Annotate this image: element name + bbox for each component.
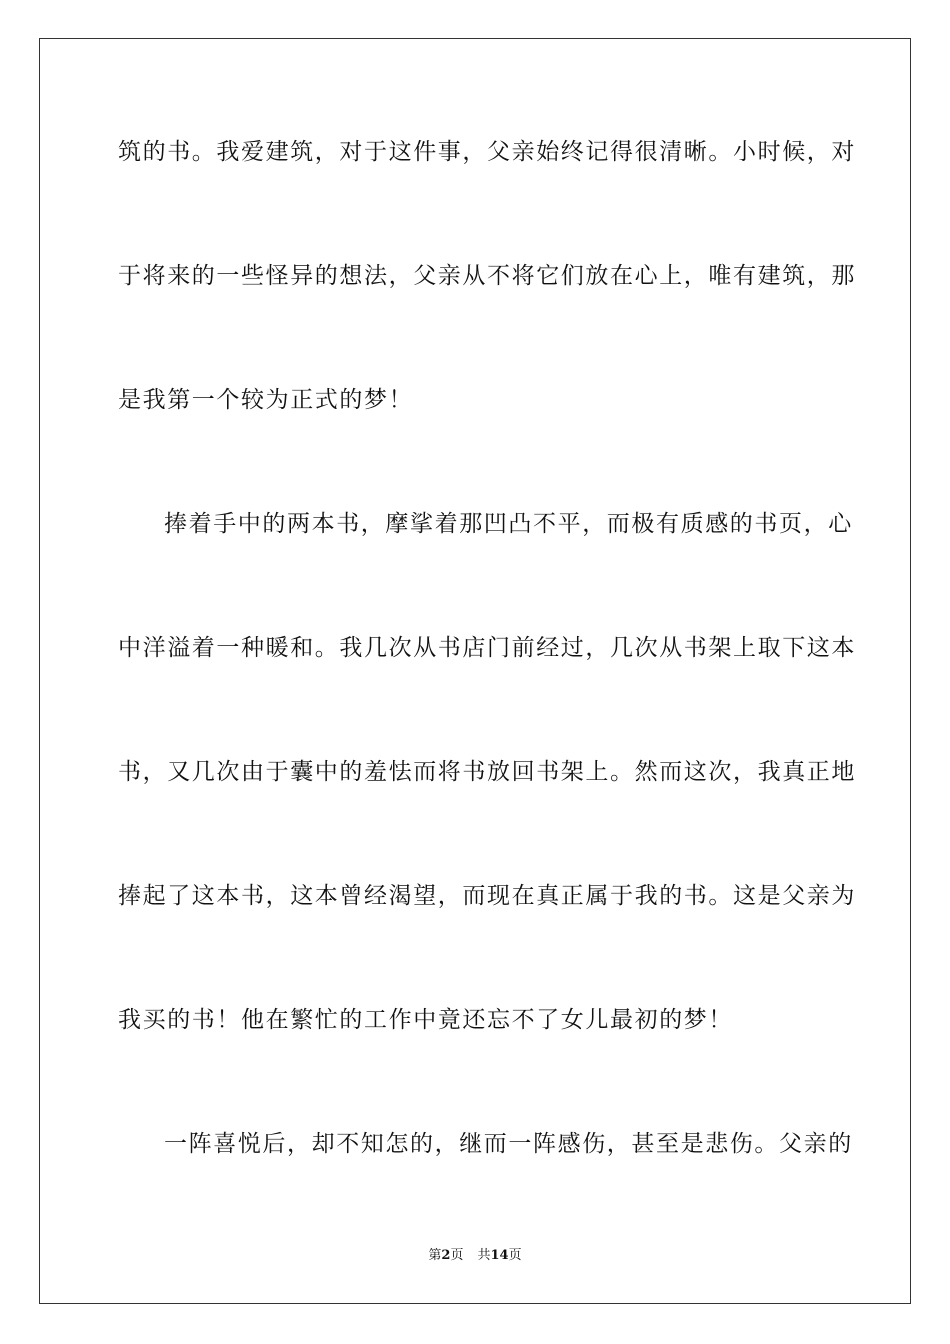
- page-number: 2: [441, 1248, 451, 1263]
- total-prefix: 共: [477, 1248, 491, 1263]
- text-line: 于将来的一些怪异的想法，父亲从不将它们放在心上，唯有建筑，那: [118, 263, 856, 289]
- page-footer: [0, 1246, 950, 1266]
- paragraph-first-line: 一阵喜悦后，却不知怎的，继而一阵感伤，甚至是悲伤。父亲的: [164, 1131, 853, 1157]
- text-line: 书，又几次由于囊中的羞怯而将书放回书架上。然而这次，我真正地: [118, 759, 856, 785]
- page-prefix: 第: [428, 1248, 442, 1263]
- total-pages: 14: [490, 1248, 509, 1263]
- text-line: 是我第一个较为正式的梦！: [118, 387, 414, 413]
- text-line: 筑的书。我爱建筑，对于这件事，父亲始终记得很清晰。小时候，对: [118, 139, 856, 165]
- page-border: [39, 38, 911, 1304]
- text-line: 中洋溢着一种暖和。我几次从书店门前经过，几次从书架上取下这本: [118, 635, 856, 661]
- text-line: 捧起了这本书，这本曾经渴望，而现在真正属于我的书。这是父亲为: [118, 883, 856, 909]
- page-suffix: 页: [450, 1248, 464, 1263]
- total-suffix: 页: [508, 1248, 522, 1263]
- paragraph-first-line: 捧着手中的两本书，摩挲着那凹凸不平，而极有质感的书页，心: [164, 511, 853, 537]
- text-line: 我买的书！他在繁忙的工作中竟还忘不了女儿最初的梦！: [118, 1007, 733, 1033]
